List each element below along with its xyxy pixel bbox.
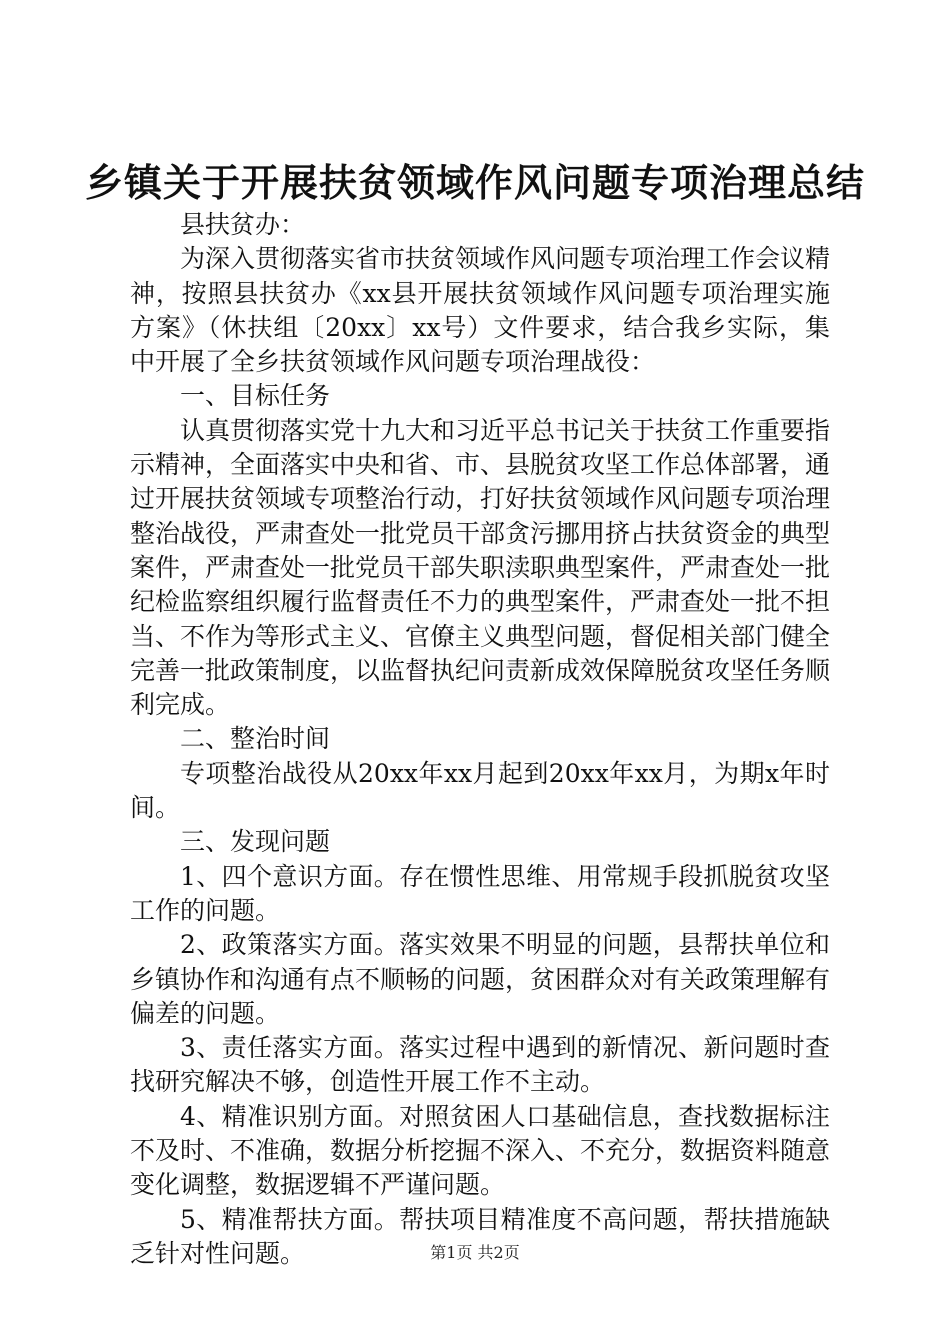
problem-item: 5、精准帮扶方面。帮扶项目精准度不高问题，帮扶措施缺乏针对性问题。 [130, 1204, 830, 1268]
document-body [130, 208, 830, 1271]
time-paragraph: 专项整治战役从20xx年xx月起到20xx年xx月，为期x年时间。 [130, 758, 830, 823]
problem-item: 2、政策落实方面。落实效果不明显的问题，县帮扶单位和乡镇协作和沟通有点不顺畅的问题，贫困群众对有关政策理解有偏差的问题。 [130, 930, 831, 1028]
section-heading-problems: 三、发现问题 [180, 827, 331, 857]
intro-paragraph: 为深入贯彻落实省市扶贫领域作风问题专项治理工作会议精神，按照县扶贫办《xx县开展扶贫领域作风问题专项治理实施方案》（休扶组〔20xx〕xx号）文件要求，结合我乡实际，集中开展了全乡扶贫领域作风问题专项治理战役： [130, 244, 831, 377]
salutation: 县扶贫办： [180, 210, 306, 239]
problem-item: 1、四个意识方面。存在惯性思维、用常规手段抓脱贫攻坚工作的问题。 [130, 861, 830, 925]
section-heading-time: 二、整治时间 [180, 724, 331, 754]
goals-paragraph: 认真贯彻落实党十九大和习近平总书记关于扶贫工作重要指示精神，全面落实中央和省、市、县脱贫攻坚工作总体部署，通过开展扶贫领域专项整治行动，打好扶贫领域作风问题专项治理整治战役，严肃查处一批党员干部贪污挪用挤占扶贫资金的典型案件，严肃查处一批党员干部失职渎职典型案件，严肃查处一批纪检监察组织履行监督责任不力的典型案件，严肃查处一批不担当、不作为等形式主义、官僚主义典型问题，督促相关部门健全完善一批政策制度，以监督执纪问责新成效保障脱贫攻坚任务顺利完成。 [130, 415, 831, 720]
problem-item: 3、责任落实方面。落实过程中遇到的新情况、新问题时查找研究解决不够，创造性开展工作不主动。 [130, 1033, 830, 1097]
problem-item: 4、精准识别方面。对照贫困人口基础信息，查找数据标注不及时、不准确，数据分析挖掘不深入、不充分，数据资料随意变化调整，数据逻辑不严谨问题。 [130, 1101, 831, 1200]
document-title: 乡镇关于开展扶贫领域作风问题专项治理总结 [84, 160, 865, 205]
page-number-footer: 第1页 共2页 [430, 1243, 520, 1262]
section-heading-goals: 一、目标任务 [180, 381, 331, 411]
